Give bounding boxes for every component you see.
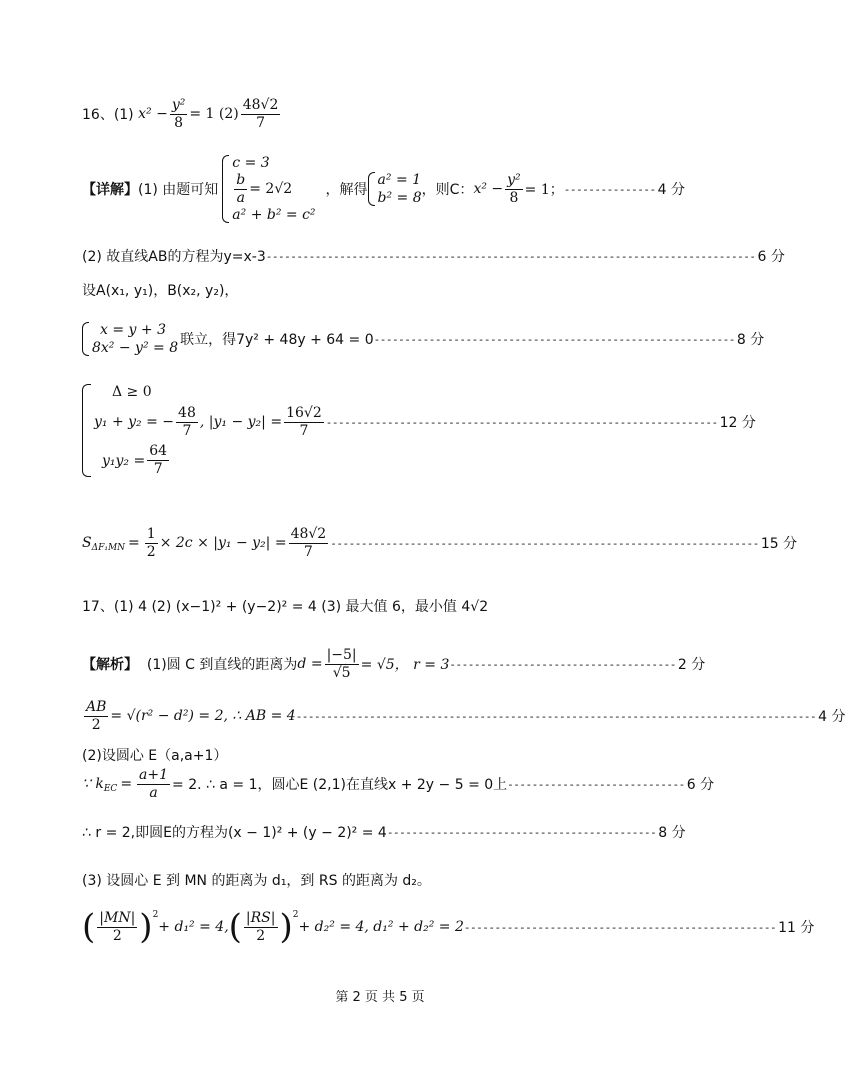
q16-line-2: (2) 故直线AB的方程为y=x-3 -------------------------------------------------------------------------------- 6 分 <box>82 246 785 266</box>
score-label: 8 分 <box>736 332 765 348</box>
q16-area-line: S $_{\Delta F_1MN}$ = $\frac{1}{2}$ × 2c × |y₁ − y₂| = $\frac{48√2}{7}$ ---------------------------------------------------------------------- 15 分 <box>82 526 798 560</box>
score-label: 6 分 <box>757 249 785 265</box>
q16-detail-line: 【详解】 (1) 由题可知 c = 3 $\frac{b}{a}$ = 2√2 a² + b² = c² ，解得 a² = 1 b² = 8 ，则C： x² − $\frac{\text{y²}}{8}$ = 1； --------------- 4 分 <box>82 155 685 224</box>
q17-line-7: ( $\frac{|MN|}{2}$ ) $^2$ + d₁² = 4, ( $\frac{|RS|}{2}$ ) $^2$ + d₂² = 4, d₁² + d₂² = 2 --------------------------------------------------- 11 分 <box>82 907 815 947</box>
score-label: 15 分 <box>760 536 798 553</box>
dash-leader: ----------------------------- <box>507 777 685 791</box>
q16-line-3: 设A(x₁, y₁)，B(x₂, y₂)， <box>82 283 239 299</box>
dash-leader: -------------------------------------------- <box>386 825 657 839</box>
q16-system-2: a² = 1 b² = 8 <box>368 172 422 206</box>
score-label: 6 分 <box>686 777 715 794</box>
q16-system-3-line: x = y + 3 8x² − y² = 8 联立，得7y² + 48y + 64 = 0 ----------------------------------------------------------- 8 分 <box>82 322 764 356</box>
score-label: 2 分 <box>677 657 706 674</box>
q17-line-5: ∴ r = 2,即圆E的方程为(x − 1)² + (y − 2)² = 4 -------------------------------------------- 8 分 <box>82 822 686 842</box>
q16-system-1: c = 3 $\frac{b}{a}$ = 2√2 a² + b² = c² <box>222 155 315 223</box>
page-footer: 第 2 页 共 5 页 <box>335 990 425 1005</box>
q17-heading: 17、(1) 4 (2) (x−1)² + (y−2)² = 4 (3) 最大值 6，最小值 4√2 <box>82 599 489 615</box>
q16-system-3: x = y + 3 8x² − y² = 8 <box>82 322 178 356</box>
dash-leader: ------------------------------------------------------------------------------------- <box>295 709 817 723</box>
score-label: 11 分 <box>778 920 815 936</box>
score-label: 4 分 <box>657 182 685 199</box>
dash-leader: ----------------------------------------------------------- <box>373 332 735 346</box>
dash-leader: --------------------------------------------------- <box>463 920 777 934</box>
score-label: 4 分 <box>818 709 845 726</box>
dash-leader: ---------------------------------------------------------------- <box>325 415 718 429</box>
q16-heading: 16、(1) x² − $\frac{\text{y²}}{8}$ = 1 (2) $\frac{48√2}{7}$ <box>82 97 279 131</box>
dash-leader: ------------------------------------- <box>449 657 676 671</box>
q17-line-6: (3) 设圆心 E 到 MN 的距离为 d₁，到 RS 的距离为 d₂。 <box>82 873 431 889</box>
q16-fraction-y2-8: $\frac{\text{y²}}{8}$ <box>171 97 186 131</box>
q16-system-4-line <box>82 384 756 477</box>
q17-line-2: $\frac{AB}{2}$ = √(r² − d²) = 2, ∴ AB = 4 ------------------------------------------------------------------------------------- 4 分 <box>86 699 845 733</box>
q17-line-4: ∵ k $_{EC}$ = $\frac{a+1}{a}$ = 2. ∴ a = 1，圆心E (2,1)在直线x + 2y − 5 = 0上 ----------------------------- 6 分 <box>82 767 715 801</box>
score-label: 12 分 <box>719 415 756 432</box>
dash-leader: -------------------------------------------------------------------------------- <box>265 249 756 263</box>
q17-line-3: (2)设圆心 E（a,a+1） <box>82 748 228 764</box>
q16-c-fraction: $\frac{\text{y²}}{8}$ <box>507 172 521 206</box>
q16-system-4: Δ ≥ 0 y₁ + y₂ = − $\frac{48}{7}$ , |y₁ − y₂| = $\frac{16√2}{7}$ ---------------------------------------------------------------- 12 分 y₁y₂ = $\frac{64}{7}$ <box>82 384 756 477</box>
dash-leader: --------------- <box>563 182 656 196</box>
dash-leader: ---------------------------------------------------------------------- <box>330 536 759 550</box>
score-label: 8 分 <box>658 825 686 841</box>
q16-answer2-fraction: $\frac{48√2}{7}$ <box>242 97 279 131</box>
q17-line-1: 【解析】 (1)圆 C 到直线的距离为 d = $\frac{|-5|}{√5}$ = √5， r = 3 ------------------------------------- 2 分 <box>82 647 706 681</box>
